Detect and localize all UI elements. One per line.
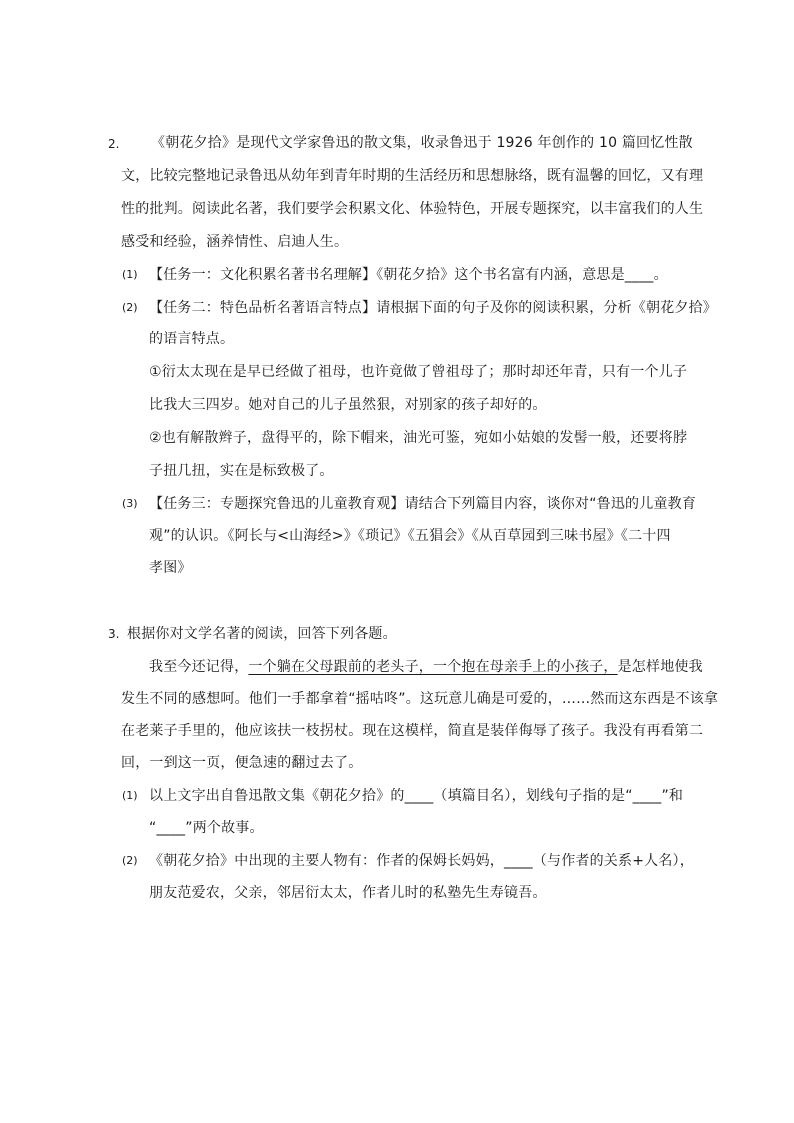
q2-intro-line-3: 性的批判。阅读此名著，我们要学会积累文化、体验特色，开展专题探究，以丰富我们的人生	[121, 201, 704, 217]
q2-sub2-line-3: ①衍太太现在是早已经做了祖母，也许竟做了曾祖母了；那时却还年青，只有一个儿子	[149, 364, 688, 380]
q3-passage-line-1-after: 是怎样地使我	[617, 659, 703, 675]
q2-sub2-line-5: ②也有解散辫子，盘得平的，除下帽来，油光可鉴，宛如小姑娘的发髻一般，还要将脖	[149, 430, 688, 446]
q3-passage-underlined-sentence: 一个躺在父母跟前的老头子，一个抱在母亲手上的小孩子，	[248, 659, 618, 675]
q3-sub1-line-1: 以上文字出自鲁迅散文集《朝花夕拾》的____（填篇目名），划线句子指的是“____”和	[149, 788, 684, 804]
q3-passage-line-1-before: 我至今还记得，	[149, 659, 249, 675]
q3-sub2-line-1: 《朝花夕拾》中出现的主要人物有：作者的保姆长妈妈，____（与作者的关系+人名），	[149, 853, 694, 869]
q2-sub3-line-1: 【任务三：专题探究鲁迅的儿童教育观】请结合下列篇目内容，谈你对“鲁迅的儿童教育	[149, 496, 697, 512]
q2-intro-line-2: 文，比较完整地记录鲁迅从幼年到青年时期的生活经历和思想脉络，既有温馨的回忆，又有理	[121, 168, 704, 184]
q3-passage-line-1	[149, 657, 703, 677]
q3-passage-line-3: 在老莱子手里的，他应该扶一枝拐杖。现在这模样，简直是装佯侮辱了孩子。我没有再看第二	[121, 723, 704, 739]
q3-sub2-line-2: 朋友范爱农，父亲，邻居衍太太，作者儿时的私塾先生寿镜吾。	[149, 885, 547, 901]
q3-sub1-line-2: “____”两个故事。	[149, 820, 264, 836]
q2-intro-line-1: 《朝花夕拾》是现代文学家鲁迅的散文集，收录鲁迅于 1926 年创作的 10 篇回忆性散	[151, 135, 693, 151]
q2-sub1-number: (1)	[122, 268, 138, 281]
q3-passage-line-2: 发生不同的感想呵。他们一手都拿着“摇咕咚”。这玩意儿确是可爱的，……然而这东西是不该拿	[121, 691, 719, 707]
q2-sub2-line-2: 的语言特点。	[149, 331, 235, 347]
question-3-number: 3.	[108, 627, 120, 641]
q2-sub2-line-1: 【任务二：特色品析名著语言特点】请根据下面的句子及你的阅读积累，分析《朝花夕拾》	[149, 300, 717, 316]
q3-prompt: 根据你对文学名著的阅读，回答下列各题。	[127, 626, 397, 642]
q2-sub2-line-6: 子扭几扭，实在是标致极了。	[149, 463, 334, 479]
q2-intro-line-4: 感受和经验，涵养情性、启迪人生。	[121, 234, 349, 250]
q2-sub3-line-2: 观”的认识。《阿长与<山海经>》《琐记》《五猖会》《从百草园到三味书屋》《二十四	[149, 528, 671, 544]
q2-sub3-number: (3)	[122, 497, 138, 510]
q2-sub3-line-3: 孝图》	[149, 560, 192, 576]
q2-sub2-line-4: 比我大三四岁。她对自己的儿子虽然狠，对别家的孩子却好的。	[149, 397, 547, 413]
q3-sub1-number: (1)	[122, 789, 138, 802]
q3-sub2-number: (2)	[122, 854, 138, 867]
q3-passage-line-4: 回，一到这一页，便急速的翻过去了。	[121, 755, 363, 771]
q2-sub1-line-1: 【任务一：文化积累名著书名理解】《朝花夕拾》这个书名富有内涵，意思是____。	[149, 267, 668, 283]
question-2-number: 2.	[108, 137, 120, 151]
q2-sub2-number: (2)	[122, 301, 138, 314]
